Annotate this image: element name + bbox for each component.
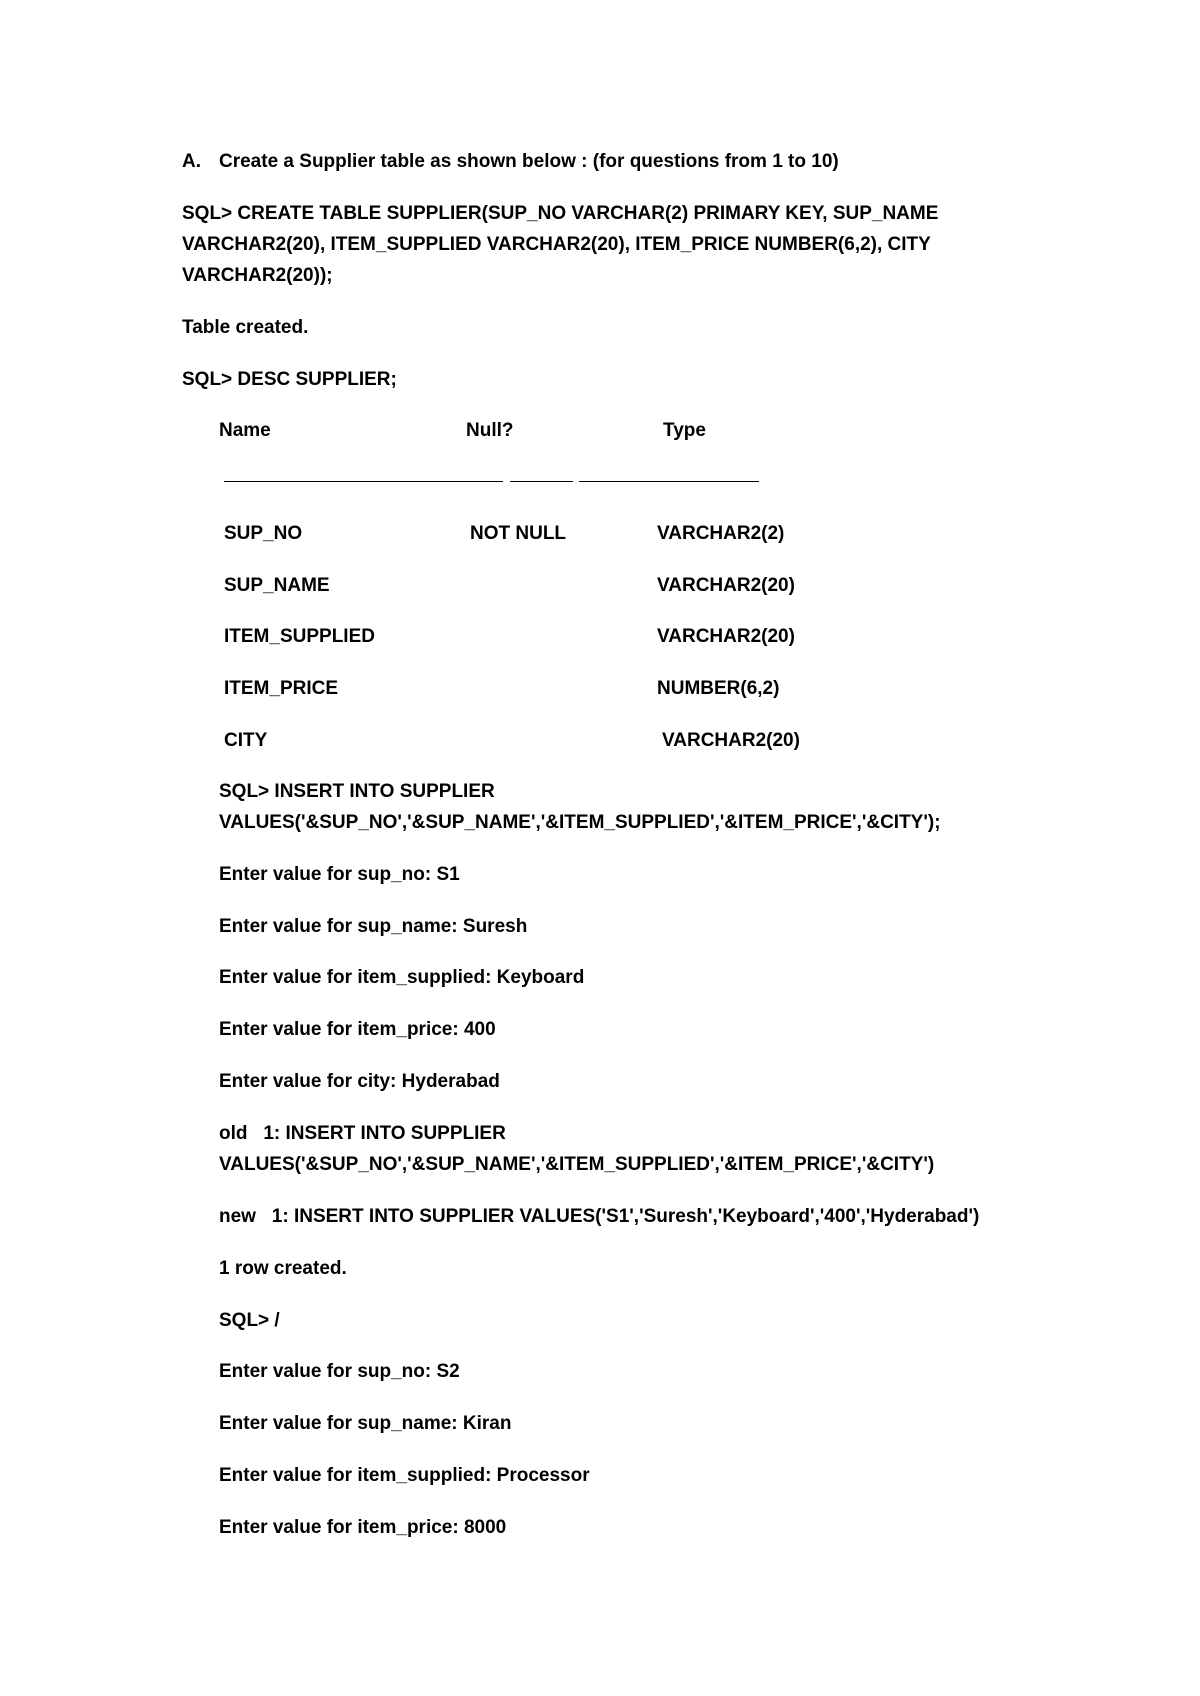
- table-created-message: Table created.: [182, 317, 309, 338]
- desc-header-type: Type: [663, 420, 706, 441]
- desc-row-type: VARCHAR2(20): [657, 575, 795, 596]
- desc-row-name: CITY: [224, 730, 268, 751]
- desc-row-type: VARCHAR2(20): [657, 626, 795, 647]
- session-line: old 1: INSERT INTO SUPPLIER: [219, 1123, 506, 1144]
- heading-text: Create a Supplier table as shown below : (for questions from 1 to 10): [219, 151, 839, 172]
- create-stmt-line-1: SQL> CREATE TABLE SUPPLIER(SUP_NO VARCHAR(2) PRIMARY KEY, SUP_NAME: [182, 203, 939, 224]
- session-line: 1 row created.: [219, 1258, 347, 1279]
- session-line: SQL> INSERT INTO SUPPLIER: [219, 781, 495, 802]
- session-line: VALUES('&SUP_NO','&SUP_NAME','&ITEM_SUPPLIED','&ITEM_PRICE','&CITY');: [219, 812, 941, 833]
- desc-row-type: NUMBER(6,2): [657, 678, 780, 699]
- create-stmt-line-3: VARCHAR2(20));: [182, 265, 333, 286]
- session-line: Enter value for item_price: 8000: [219, 1517, 507, 1538]
- desc-header-null: Null?: [466, 420, 514, 441]
- session-line: Enter value for sup_no: S2: [219, 1361, 460, 1382]
- heading-marker: A.: [182, 151, 201, 172]
- desc-command: SQL> DESC SUPPLIER;: [182, 369, 397, 390]
- session-line: new 1: INSERT INTO SUPPLIER VALUES('S1','Suresh','Keyboard','400','Hyderabad'): [219, 1206, 980, 1227]
- session-line: Enter value for item_price: 400: [219, 1019, 496, 1040]
- desc-separator-name: [224, 481, 503, 482]
- session-line: VALUES('&SUP_NO','&SUP_NAME','&ITEM_SUPPLIED','&ITEM_PRICE','&CITY'): [219, 1154, 935, 1175]
- session-line: Enter value for city: Hyderabad: [219, 1071, 500, 1092]
- desc-row-type: VARCHAR2(20): [662, 730, 800, 751]
- desc-separator-type: [579, 481, 759, 482]
- session-line: Enter value for sup_name: Suresh: [219, 916, 528, 937]
- create-stmt-line-2: VARCHAR2(20), ITEM_SUPPLIED VARCHAR2(20), ITEM_PRICE NUMBER(6,2), CITY: [182, 234, 931, 255]
- desc-row-type: VARCHAR2(2): [657, 523, 785, 544]
- session-line: Enter value for item_supplied: Keyboard: [219, 967, 585, 988]
- session-line: Enter value for item_supplied: Processor: [219, 1465, 590, 1486]
- session-line: Enter value for sup_no: S1: [219, 864, 460, 885]
- desc-row-name: SUP_NO: [224, 523, 303, 544]
- desc-row-name: ITEM_SUPPLIED: [224, 626, 375, 647]
- desc-header-name: Name: [219, 420, 271, 441]
- session-line: SQL> /: [219, 1310, 280, 1331]
- desc-separator-null: [510, 481, 573, 482]
- desc-row-null: NOT NULL: [470, 523, 567, 544]
- desc-row-name: SUP_NAME: [224, 575, 330, 596]
- session-line: Enter value for sup_name: Kiran: [219, 1413, 512, 1434]
- desc-row-name: ITEM_PRICE: [224, 678, 339, 699]
